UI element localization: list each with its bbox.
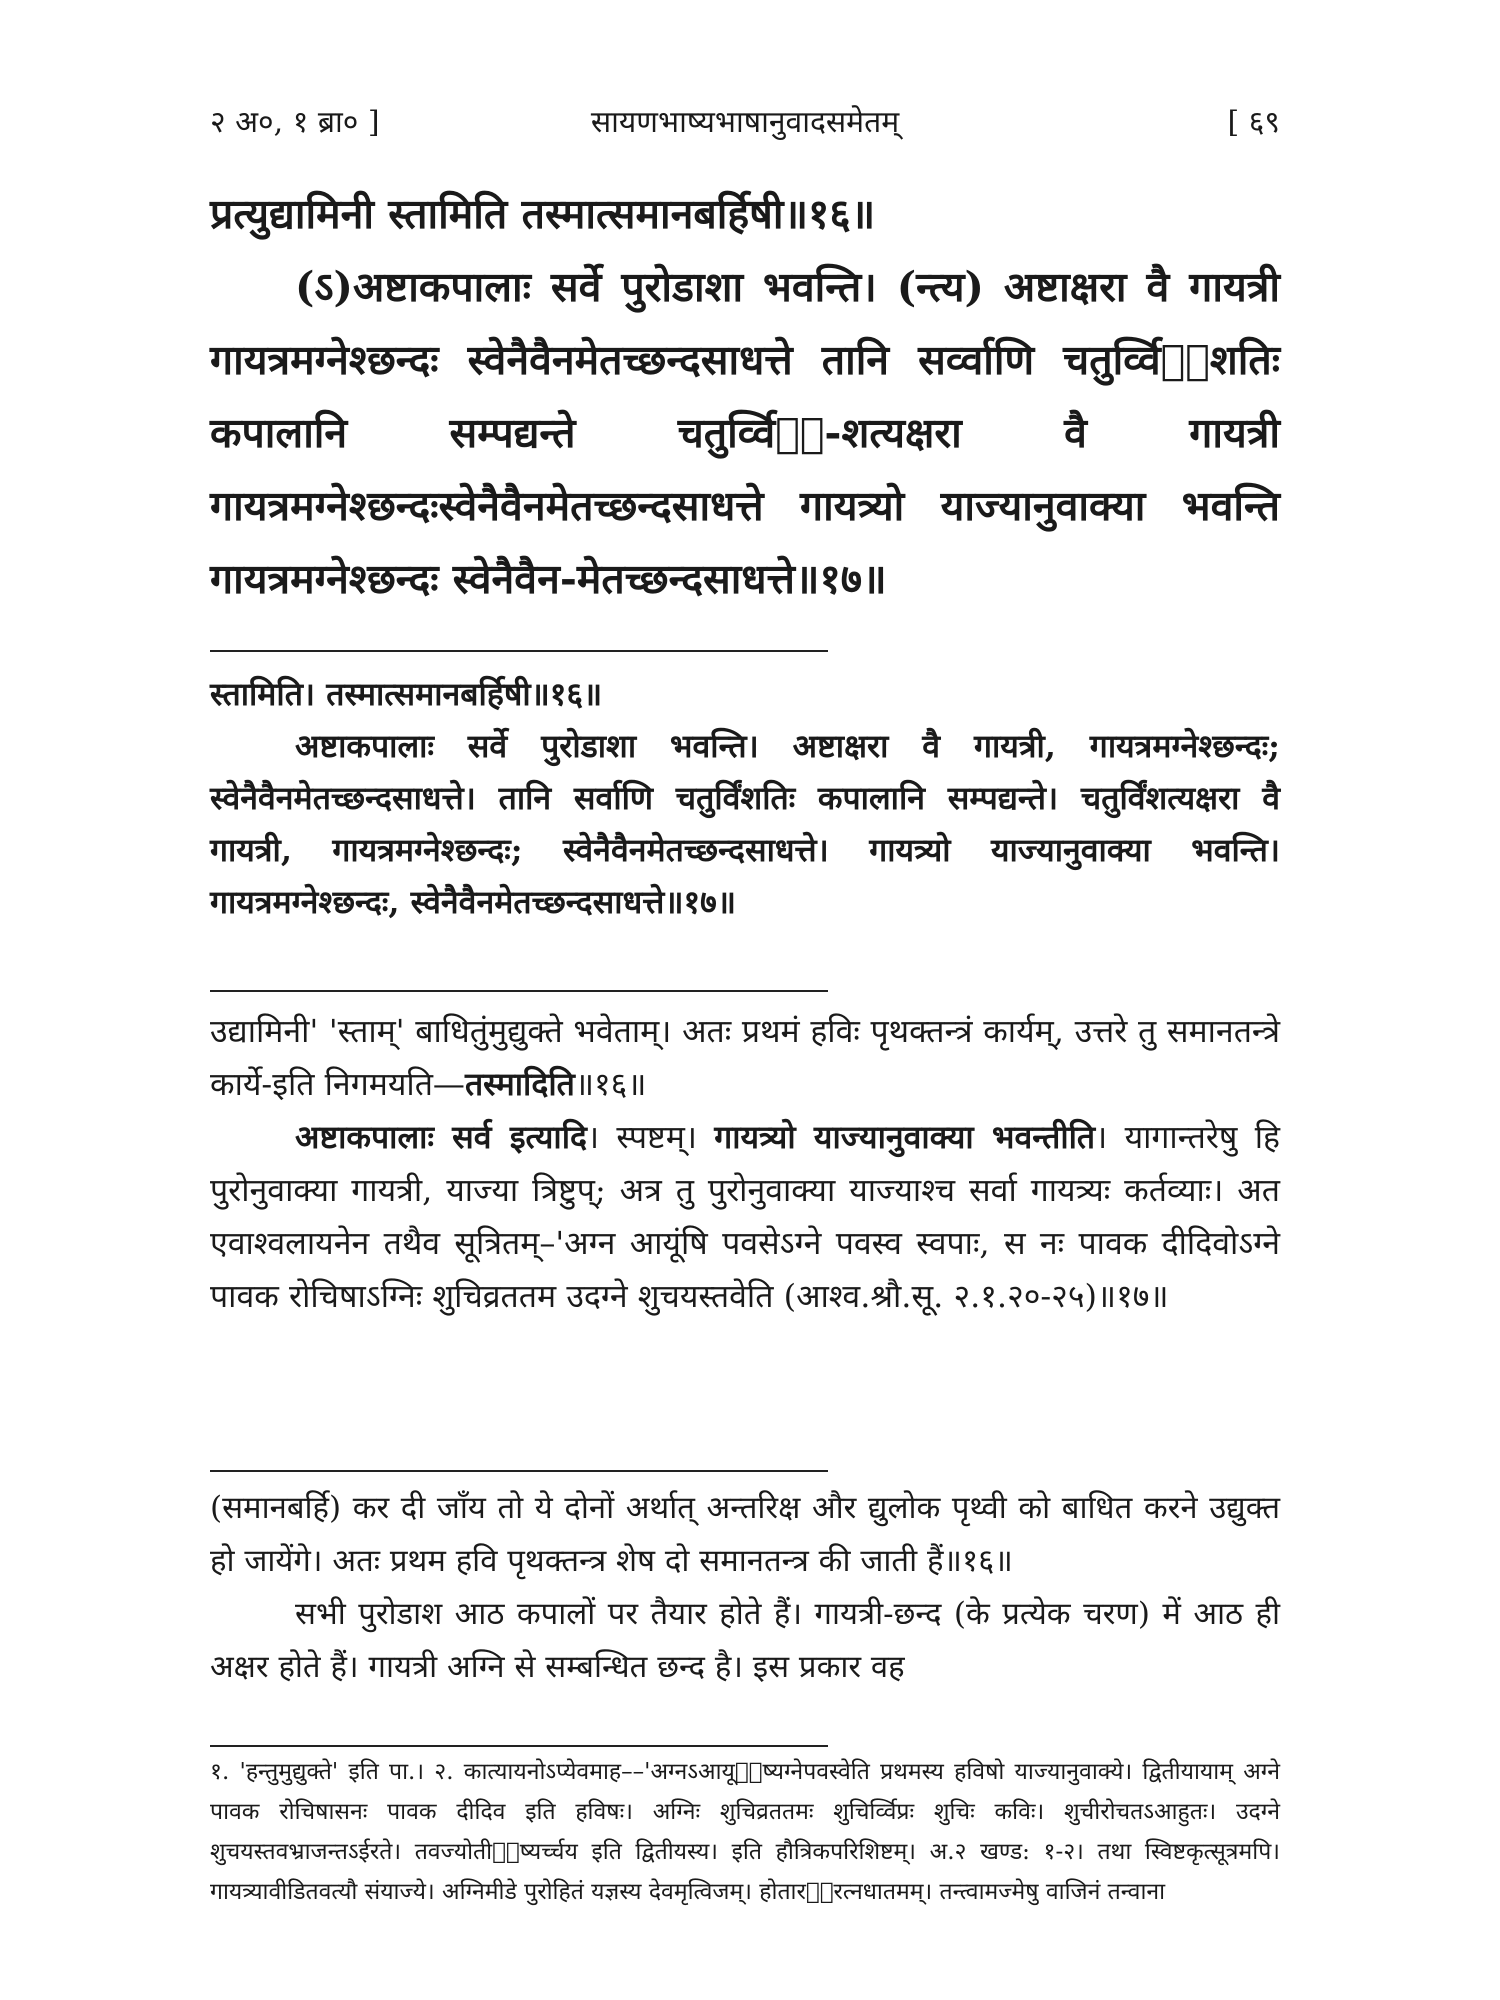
commentary-keyword: तस्मादिति	[464, 1065, 575, 1103]
commentary-text: उद्यामिनी' 'स्ताम्' बाधितुंमुद्युक्ते भवेताम्। अतः प्रथमं हविः पृथक्तन्त्रं कार्यम्, उत्तरे तु समानतन्त्रे कार्ये-इति निगमयति—	[210, 1012, 1280, 1103]
section-divider	[210, 650, 828, 652]
sayana-commentary	[210, 1005, 1280, 1323]
book-title: सायणभाष्यभाषानुवादसमेतम्	[590, 105, 900, 140]
commentary-text: । स्पष्टम्।	[586, 1118, 715, 1156]
translation-paragraph: सभी पुरोडाश आठ कपालों पर तैयार होते हैं। गायत्री-छन्द (के प्रत्येक चरण) में आठ ही अक्षर होते हैं। गायत्री अग्नि से सम्बन्धित छन्द है। इस प्रकार वह	[210, 1596, 1280, 1685]
mantra-verse-17: (ऽ)अष्टाकपालाः सर्वे पुरोडाशा भवन्ति। (न्त्य) अष्टाक्षरा वै गायत्री गायत्रमग्नेश्छन्दः स्वेनैवैनमेतच्छन्दसाधत्ते तानि सर्व्वाणि चतुर्व्विᳫँशतिः कपालानि सम्पद्यन्ते चतुर्व्विᳫँ-शत्यक्षरा वै गायत्री गायत्रमग्नेश्छन्दःस्वेनैवैनमेतच्छन्दसाधत्ते गायत्र्यो याज्यानुवाक्या भवन्ति गायत्रमग्नेश्छन्दः स्वेनैवैन-मेतच्छन्दसाधत्ते॥१७॥	[210, 263, 1280, 603]
commentary-paragraph	[210, 1005, 1280, 1111]
section-divider	[210, 1470, 828, 1472]
verse-number: ॥१६॥	[574, 1065, 647, 1103]
chapter-reference: २ अ०, १ ब्रा० ]	[210, 105, 380, 140]
mantra-text	[210, 178, 1280, 616]
hindi-translation	[210, 1482, 1280, 1694]
commentary-keyword: अष्टाकपालाः सर्व इत्यादि	[295, 1118, 587, 1156]
recension-verse-17: अष्टाकपालाः सर्वे पुरोडाशा भवन्ति। अष्टाक्षरा वै गायत्री, गायत्रमग्नेश्छन्दः; स्वेनैवैनमेतच्छन्दसाधत्ते। तानि सर्वाणि चतुर्विंशतिः कपालानि सम्पद्यन्ते। चतुर्विंशत्यक्षरा वै गायत्री, गायत्रमग्नेश्छन्दः; स्वेनैवैनमेतच्छन्दसाधत्ते। गायत्र्यो याज्यानुवाक्या भवन्ति। गायत्रमग्नेश्छन्दः, स्वेनैवैनमेतच्छन्दसाधत्ते॥१७॥	[210, 727, 1280, 921]
commentary-keyword: गायत्र्यो याज्यानुवाक्या भवन्तीति	[714, 1118, 1096, 1156]
translation-paragraph: (समानबर्हि) कर दी जाँय तो ये दोनों अर्थात् अन्तरिक्ष और द्युलोक पृथ्वी को बाधित करने उद्युक्त हो जायेंगे। अतः प्रथम हवि पृथक्तन्त्र शेष दो समानतन्त्र की जाती हैं॥१६॥	[210, 1490, 1280, 1579]
mantra-line-16: प्रत्युद्यामिनी स्तामिति तस्मात्समानबर्हिषी॥१६॥	[210, 190, 876, 238]
running-header	[210, 100, 1280, 144]
footnote-text: १. 'हन्तुमुद्युक्ते' इति पा.। २. कात्यायनोऽप्येवमाह––'अग्नऽआयूᳫँष्यग्नेपवस्वेति प्रथमस्य हविषो याज्यानुवाक्ये। द्वितीयायाम् अग्ने पावक रोचिषासनः पावक दीदिव इति हविषः। अग्निः शुचिव्रततमः शुचिर्व्विप्रः शुचिः कविः। शुचीरोचतऽआहुतः। उदग्ने शुचयस्तवभ्राजन्तऽईरते। तवज्योतीᳫँष्यर्च्चय इति द्वितीयस्य। इति हौत्रिकपरिशिष्टम्। अ.२ खण्ड: १-२। तथा स्विष्टकृत्सूत्रमपि। गायत्र्यावीडितवत्यौ संयाज्ये। अग्निमीडे पुरोहितं यज्ञस्य देवमृत्विजम्। होतारᳫँरत्नधातमम्। तन्त्वामज्मेषु वाजिनं तन्वाना	[210, 1759, 1280, 1905]
section-divider	[210, 990, 828, 992]
commentary-text: । यागान्तरेषु हि पुरोनुवाक्या गायत्री, याज्या त्रिष्टुप्; अत्र तु पुरोनुवाक्या याज्याश्च सर्वा गायत्र्यः कर्तव्याः। अत एवाश्वलायनेन तथैव सूत्रितम्–'अग्न आयूंषि पवसेऽग्ने पवस्व स्वपाः, स नः पावक दीदिवोऽग्ने पावक रोचिषाऽग्निः शुचिव्रततम उदग्ने शुचयस्तवेति (आश्व.श्रौ.सू. २.१.२०-२५)॥१७॥	[210, 1118, 1280, 1315]
footnote-divider	[210, 1745, 828, 1747]
recension-text	[210, 668, 1280, 928]
footnotes	[210, 1752, 1280, 1912]
recension-line-16: स्तामिति। तस्मात्समानबर्हिषी॥१६॥	[210, 675, 603, 713]
commentary-paragraph	[210, 1111, 1280, 1323]
page-number: [ ६९	[1227, 105, 1280, 140]
